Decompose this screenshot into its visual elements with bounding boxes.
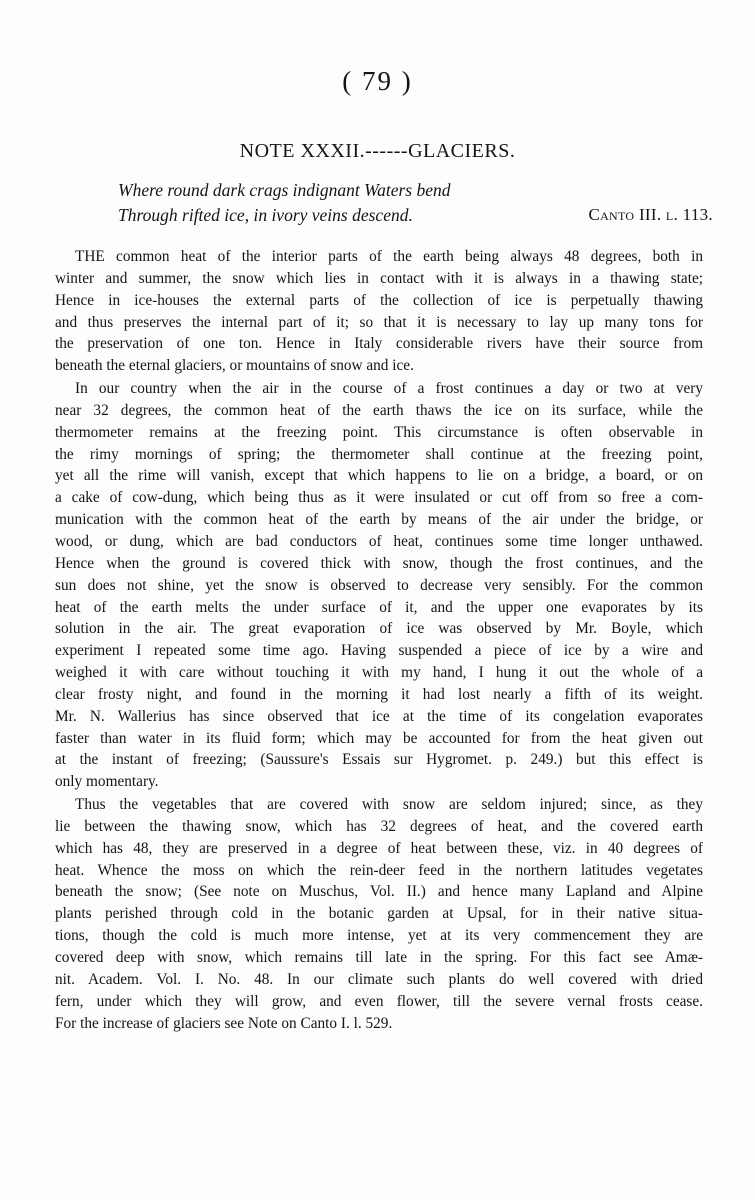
text-line: covered deep with snow, which remains till late in the spring. For this fact see Amæ- [55, 949, 703, 966]
text-line: thermometer remains at the freezing point. This circumstance is often observable in [55, 423, 703, 441]
text-line: experiment I repeated some time ago. Having suspended a piece of ice by a wire and [55, 642, 703, 660]
text-line: THE common heat of the interior parts of the earth being always 48 degrees, both in [75, 248, 703, 265]
text-line: heat. Whence the moss on which the rein-deer feed in the northern latitudes vegetates [55, 861, 703, 879]
text-line: Hence when the ground is covered thick with snow, though the frost continues, and the [55, 554, 703, 572]
page-number: ( 79 ) [342, 66, 413, 96]
note-body [55, 246, 703, 1035]
text-line: Thus the vegetables that are covered with snow are seldom injured; since, as they [75, 796, 703, 814]
note-title: NOTE XXXII.------GLACIERS. [239, 140, 516, 162]
text-line: Mr. N. Wallerius has since observed that ice at the time of its congelation evaporates [55, 707, 703, 725]
epigraph-line-2: Through rifted ice, in ivory veins descend. [118, 205, 413, 225]
text-line: fern, under which they will grow, and even flower, till the severe vernal frosts cease. [55, 992, 703, 1010]
text-line: tions, though the cold is much more intense, yet at its very commencement they are [55, 927, 703, 945]
text-line: beneath the snow; (See note on Muschus, Vol. II.) and hence many Lapland and Alpine [55, 883, 703, 901]
paragraph [55, 378, 703, 793]
text-line: at the instant of freezing; (Saussure's Essais sur Hygromet. p. 249.) but this effect is [55, 751, 703, 769]
text-line: munication with the common heat of the earth by means of the air under the bridge, or [55, 511, 703, 529]
text-line: the rimy mornings of spring; the thermometer shall continue at the freezing point, [55, 445, 703, 463]
text-line: near 32 degrees, the common heat of the earth thaws the ice on its surface, while the [55, 401, 703, 419]
paragraph [55, 794, 703, 1034]
text-line: the preservation of one ton. Hence in Italy considerable rivers have their source from [55, 335, 703, 353]
text-line: lie between the thawing snow, which has 32 degrees of heat, and the covered earth [55, 817, 703, 835]
text-line: which has 48, they are preserved in a degree of heat between these, viz. in 40 degrees of [55, 839, 703, 857]
text-line: a cake of cow-dung, which being thus as it were insulated or cut off from so free a com- [55, 489, 703, 507]
text-line: clear frosty night, and found in the morning it had lost nearly a fifth of its weight. [55, 685, 703, 703]
text-line: plants perished through cold in the botanic garden at Upsal, for in their native situa- [55, 905, 703, 923]
text-line: Hence in ice-houses the external parts of the collection of ice is perpetually thawing [55, 291, 703, 309]
canto-reference: Canto III. l. 113. [588, 205, 713, 224]
text-line: only momentary. [55, 773, 159, 791]
text-line: weighed it with care without touching it with my hand, I hung it out the whole of a [55, 664, 703, 682]
text-line: sun does not shine, yet the snow is observed to decrease very sensibly. For the common [55, 576, 703, 594]
text-line: In our country when the air in the course of a frost continues a day or two at very [75, 380, 703, 398]
paragraph [55, 246, 703, 377]
text-line: winter and summer, the snow which lies in contact with it is always in a thawing state; [55, 269, 703, 287]
text-line: heat of the earth melts the under surface of it, and the upper one evaporates by its [55, 598, 703, 616]
text-line: yet all the rime will vanish, except that which happens to lie on a bridge, a board, or on [55, 467, 703, 485]
text-line: For the increase of glaciers see Note on Canto I. l. 529. [55, 1014, 393, 1032]
text-line: wood, or dung, which are bad conductors of heat, continues some time longer unthawed. [55, 532, 703, 550]
epigraph-line-1: Where round dark crags indignant Waters bend [118, 180, 451, 200]
text-line: nit. Academ. Vol. I. No. 48. In our climate such plants do well covered with dried [55, 970, 703, 988]
text-line: beneath the eternal glaciers, or mountains of snow and ice. [55, 357, 414, 375]
text-line: faster than water in its fluid form; which may be accounted for from the heat given out [55, 729, 703, 747]
text-line: solution in the air. The great evaporation of ice was observed by Mr. Boyle, which [55, 620, 703, 638]
text-line: and thus preserves the internal part of it; so that it is necessary to lay up many tons for [55, 313, 703, 331]
